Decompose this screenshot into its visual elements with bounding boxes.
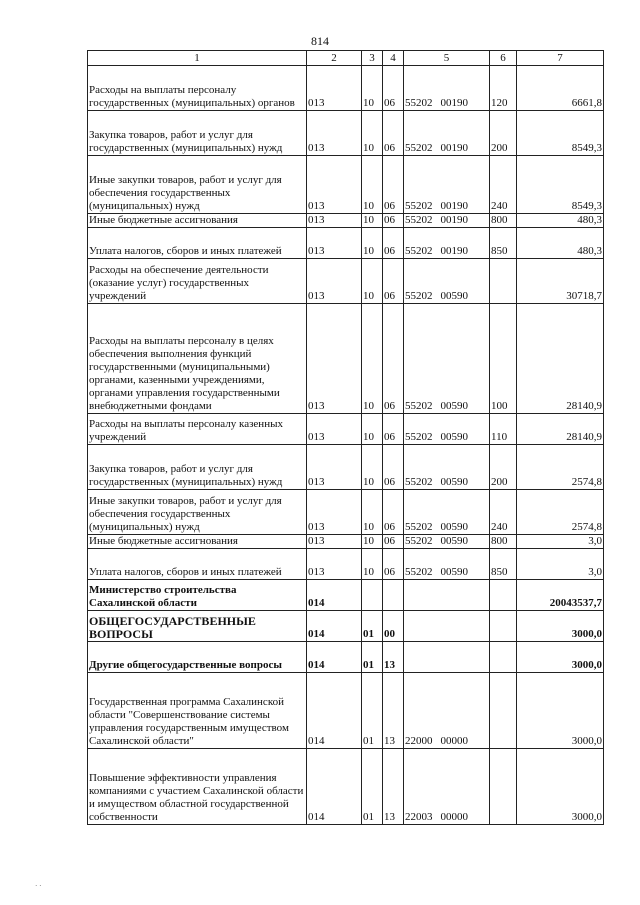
table-row xyxy=(88,414,604,445)
target-article-part-1: 55202 xyxy=(405,142,433,154)
target-article-part-2: 00190 xyxy=(440,214,468,226)
ved-code-cell: 014 xyxy=(307,611,362,642)
column-header: 5 xyxy=(404,51,490,66)
expense-type-cell: 240 xyxy=(490,156,517,214)
subsection-code-cell: 06 xyxy=(383,490,404,535)
table-header-row xyxy=(88,51,604,66)
table-row xyxy=(88,642,604,673)
subsection-code-cell: 06 xyxy=(383,66,404,111)
row-name-cell: Иные бюджетные ассигнования xyxy=(88,214,307,228)
table-row xyxy=(88,611,604,642)
amount-cell: 2574,8 xyxy=(517,490,604,535)
target-article-part-2: 00590 xyxy=(440,290,468,302)
ved-code-cell: 014 xyxy=(307,642,362,673)
section-code-cell: 10 xyxy=(362,490,383,535)
table-row xyxy=(88,214,604,228)
table-row xyxy=(88,549,604,580)
row-name-cell: ОБЩЕГОСУДАРСТВЕННЫЕ ВОПРОСЫ xyxy=(88,611,307,642)
column-header: 6 xyxy=(490,51,517,66)
target-article-part-1: 55202 xyxy=(405,476,433,488)
amount-cell: 30718,7 xyxy=(517,259,604,304)
subsection-code-cell: 06 xyxy=(383,535,404,549)
target-article-part-1: 22000 xyxy=(405,735,433,747)
target-article-part-2: 00590 xyxy=(440,535,468,547)
target-article-cell xyxy=(404,580,490,611)
row-name-cell: Расходы на обеспечение деятельности (оказание услуг) государственных учреждений xyxy=(88,259,307,304)
table-row xyxy=(88,580,604,611)
expense-type-cell: 200 xyxy=(490,111,517,156)
section-code-cell: 10 xyxy=(362,228,383,259)
target-article-part-2: 00590 xyxy=(440,566,468,578)
ved-code-cell: 013 xyxy=(307,259,362,304)
section-code-cell: 10 xyxy=(362,414,383,445)
column-header: 7 xyxy=(517,51,604,66)
expense-type-cell: 110 xyxy=(490,414,517,445)
target-article-part-2: 00190 xyxy=(440,245,468,257)
target-article-part-1: 55202 xyxy=(405,214,433,226)
section-code-cell: 10 xyxy=(362,259,383,304)
section-code-cell: 01 xyxy=(362,749,383,825)
section-code-cell: 01 xyxy=(362,642,383,673)
table-row xyxy=(88,111,604,156)
amount-cell: 28140,9 xyxy=(517,414,604,445)
amount-cell: 8549,3 xyxy=(517,156,604,214)
amount-cell: 3,0 xyxy=(517,535,604,549)
column-header: 4 xyxy=(383,51,404,66)
table-row xyxy=(88,156,604,214)
column-header: 1 xyxy=(88,51,307,66)
target-article-cell xyxy=(404,673,490,749)
target-article-part-1: 55202 xyxy=(405,431,433,443)
amount-cell: 2574,8 xyxy=(517,445,604,490)
row-name-cell: Министерство строительства Сахалинской области xyxy=(88,580,307,611)
target-article-part-2: 00190 xyxy=(440,142,468,154)
amount-cell: 3000,0 xyxy=(517,642,604,673)
table-row xyxy=(88,228,604,259)
row-name-cell: Закупка товаров, работ и услуг для государственных (муниципальных) нужд xyxy=(88,111,307,156)
section-code-cell: 10 xyxy=(362,66,383,111)
target-article-part-1: 55202 xyxy=(405,535,433,547)
expense-type-cell: 200 xyxy=(490,445,517,490)
target-article-part-1: 55202 xyxy=(405,400,433,412)
ved-code-cell: 014 xyxy=(307,749,362,825)
table-row xyxy=(88,259,604,304)
ved-code-cell: 013 xyxy=(307,111,362,156)
row-name-cell: Иные закупки товаров, работ и услуг для обеспечения государственных (муниципальных) нужд xyxy=(88,490,307,535)
table-row xyxy=(88,304,604,414)
target-article-part-2: 00190 xyxy=(440,97,468,109)
section-code-cell xyxy=(362,580,383,611)
ved-code-cell: 013 xyxy=(307,156,362,214)
column-header: 2 xyxy=(307,51,362,66)
section-code-cell: 10 xyxy=(362,156,383,214)
row-name-cell: Государственная программа Сахалинской области "Совершенствование системы управления государственным имуществом Сахалинской области" xyxy=(88,673,307,749)
expense-type-cell: 120 xyxy=(490,66,517,111)
scan-mark: · · xyxy=(35,882,42,890)
ved-code-cell: 014 xyxy=(307,580,362,611)
table-row xyxy=(88,535,604,549)
subsection-code-cell: 13 xyxy=(383,642,404,673)
amount-cell: 480,3 xyxy=(517,214,604,228)
section-code-cell: 10 xyxy=(362,304,383,414)
expense-type-cell xyxy=(490,673,517,749)
subsection-code-cell: 13 xyxy=(383,673,404,749)
amount-cell: 6661,8 xyxy=(517,66,604,111)
subsection-code-cell: 06 xyxy=(383,304,404,414)
amount-cell: 480,3 xyxy=(517,228,604,259)
expense-type-cell xyxy=(490,642,517,673)
target-article-cell xyxy=(404,535,490,549)
expense-type-cell xyxy=(490,580,517,611)
amount-cell: 20043537,7 xyxy=(517,580,604,611)
amount-cell: 3,0 xyxy=(517,549,604,580)
target-article-part-2: 00000 xyxy=(440,735,468,747)
subsection-code-cell: 06 xyxy=(383,228,404,259)
amount-cell: 8549,3 xyxy=(517,111,604,156)
subsection-code-cell: 06 xyxy=(383,414,404,445)
row-name-cell: Уплата налогов, сборов и иных платежей xyxy=(88,549,307,580)
target-article-cell xyxy=(404,259,490,304)
target-article-cell xyxy=(404,66,490,111)
target-article-cell xyxy=(404,156,490,214)
target-article-cell xyxy=(404,549,490,580)
ved-code-cell: 013 xyxy=(307,414,362,445)
subsection-code-cell: 06 xyxy=(383,445,404,490)
expense-type-cell: 800 xyxy=(490,214,517,228)
ved-code-cell: 013 xyxy=(307,490,362,535)
subsection-code-cell: 13 xyxy=(383,749,404,825)
expense-type-cell xyxy=(490,749,517,825)
subsection-code-cell: 06 xyxy=(383,259,404,304)
ved-code-cell: 013 xyxy=(307,228,362,259)
target-article-cell xyxy=(404,445,490,490)
expense-type-cell: 850 xyxy=(490,549,517,580)
expense-type-cell xyxy=(490,259,517,304)
row-name-cell: Закупка товаров, работ и услуг для государственных (муниципальных) нужд xyxy=(88,445,307,490)
target-article-cell xyxy=(404,111,490,156)
table-row xyxy=(88,66,604,111)
expense-type-cell xyxy=(490,611,517,642)
table-row xyxy=(88,445,604,490)
amount-cell: 28140,9 xyxy=(517,304,604,414)
section-code-cell: 10 xyxy=(362,111,383,156)
expense-type-cell: 100 xyxy=(490,304,517,414)
expense-type-cell: 240 xyxy=(490,490,517,535)
amount-cell: 3000,0 xyxy=(517,611,604,642)
page-number: 814 xyxy=(311,34,329,48)
subsection-code-cell: 06 xyxy=(383,214,404,228)
row-name-cell: Другие общегосударственные вопросы xyxy=(88,642,307,673)
target-article-cell xyxy=(404,490,490,535)
target-article-part-1: 55202 xyxy=(405,200,433,212)
target-article-part-1: 55202 xyxy=(405,521,433,533)
ved-code-cell: 013 xyxy=(307,214,362,228)
section-code-cell: 01 xyxy=(362,611,383,642)
row-name-cell: Иные бюджетные ассигнования xyxy=(88,535,307,549)
ved-code-cell: 014 xyxy=(307,673,362,749)
target-article-cell xyxy=(404,304,490,414)
target-article-part-1: 55202 xyxy=(405,97,433,109)
target-article-part-2: 00190 xyxy=(440,200,468,212)
target-article-cell xyxy=(404,749,490,825)
table-row xyxy=(88,490,604,535)
target-article-part-2: 00000 xyxy=(440,811,468,823)
target-article-cell xyxy=(404,214,490,228)
section-code-cell: 10 xyxy=(362,214,383,228)
section-code-cell: 01 xyxy=(362,673,383,749)
subsection-code-cell: 00 xyxy=(383,611,404,642)
table-row xyxy=(88,673,604,749)
ved-code-cell: 013 xyxy=(307,304,362,414)
amount-cell: 3000,0 xyxy=(517,749,604,825)
target-article-part-2: 00590 xyxy=(440,400,468,412)
target-article-part-2: 00590 xyxy=(440,521,468,533)
row-name-cell: Иные закупки товаров, работ и услуг для обеспечения государственных (муниципальных) нужд xyxy=(88,156,307,214)
ved-code-cell: 013 xyxy=(307,549,362,580)
row-name-cell: Расходы на выплаты персоналу в целях обеспечения выполнения функций государственными (муниципальными) органами, казенными учреждениями, органами управления государственными внебюджетными фондами xyxy=(88,304,307,414)
target-article-part-2: 00590 xyxy=(440,431,468,443)
subsection-code-cell: 06 xyxy=(383,549,404,580)
target-article-cell xyxy=(404,642,490,673)
row-name-cell: Расходы на выплаты персоналу казенных учреждений xyxy=(88,414,307,445)
row-name-cell: Уплата налогов, сборов и иных платежей xyxy=(88,228,307,259)
ved-code-cell: 013 xyxy=(307,535,362,549)
target-article-part-1: 55202 xyxy=(405,566,433,578)
target-article-part-1: 55202 xyxy=(405,245,433,257)
ved-code-cell: 013 xyxy=(307,445,362,490)
section-code-cell: 10 xyxy=(362,549,383,580)
column-header: 3 xyxy=(362,51,383,66)
subsection-code-cell: 06 xyxy=(383,111,404,156)
amount-cell: 3000,0 xyxy=(517,673,604,749)
target-article-cell xyxy=(404,228,490,259)
target-article-part-2: 00590 xyxy=(440,476,468,488)
section-code-cell: 10 xyxy=(362,535,383,549)
ved-code-cell: 013 xyxy=(307,66,362,111)
target-article-cell xyxy=(404,611,490,642)
row-name-cell: Расходы на выплаты персоналу государственных (муниципальных) органов xyxy=(88,66,307,111)
row-name-cell: Повышение эффективности управления компаниями с участием Сахалинской области и имуществом областной государственной собственности xyxy=(88,749,307,825)
target-article-part-1: 55202 xyxy=(405,290,433,302)
table-row xyxy=(88,749,604,825)
expense-type-cell: 800 xyxy=(490,535,517,549)
budget-table xyxy=(87,50,604,825)
target-article-cell xyxy=(404,414,490,445)
section-code-cell: 10 xyxy=(362,445,383,490)
expense-type-cell: 850 xyxy=(490,228,517,259)
target-article-part-1: 22003 xyxy=(405,811,433,823)
subsection-code-cell: 06 xyxy=(383,156,404,214)
subsection-code-cell xyxy=(383,580,404,611)
